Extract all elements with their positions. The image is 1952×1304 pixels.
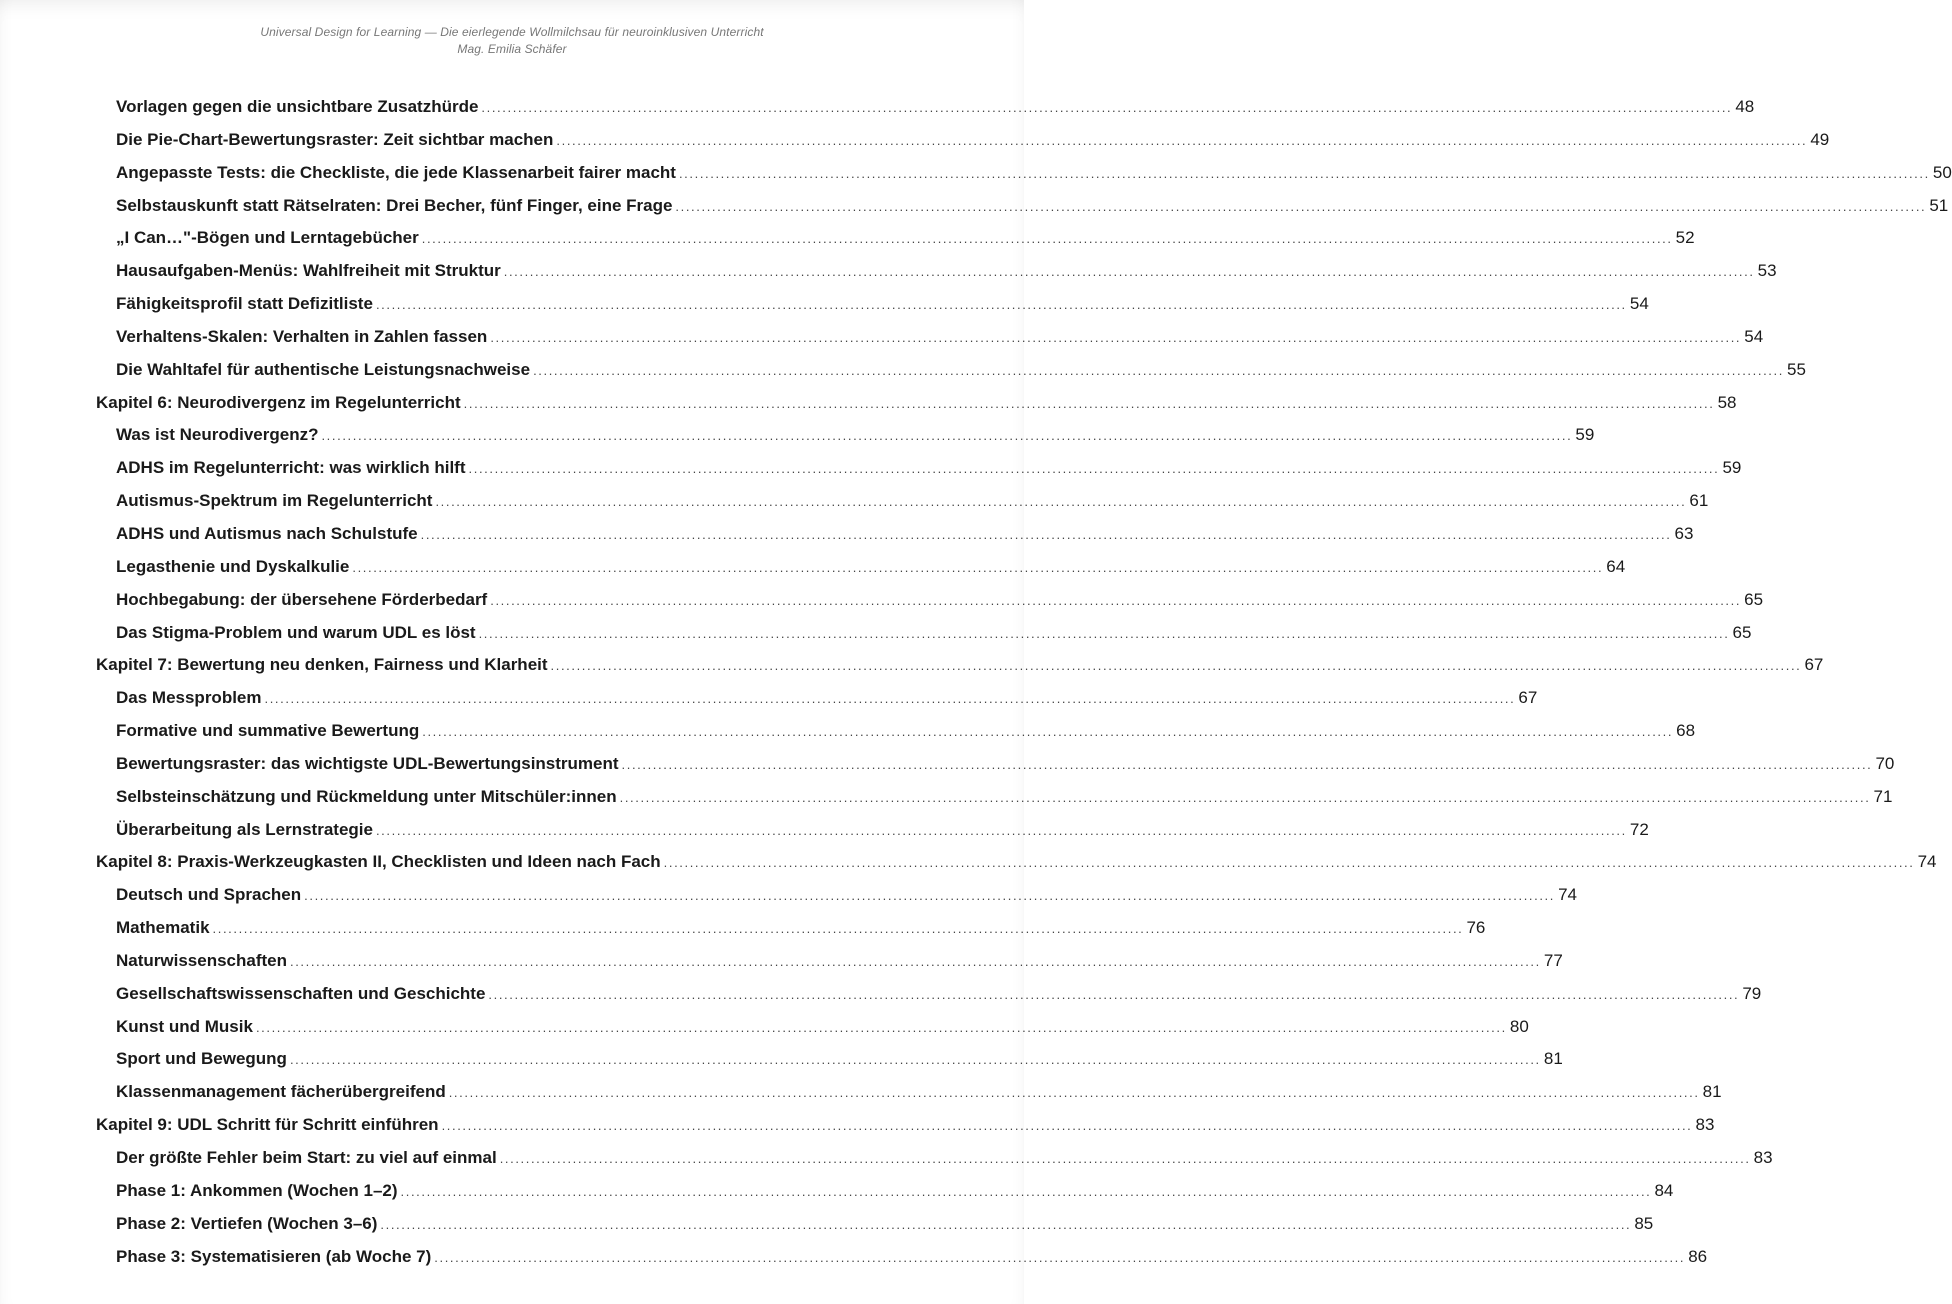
toc-dot-leader bbox=[464, 388, 1715, 420]
toc-entry-title: Gesellschaftswissenschaften und Geschichte bbox=[116, 983, 486, 1003]
toc-page-number: 61 bbox=[1689, 491, 1709, 511]
toc-page-number: 80 bbox=[1509, 1016, 1529, 1036]
toc-page-number: 51 bbox=[1929, 195, 1949, 215]
toc-section-entry[interactable] bbox=[96, 617, 1752, 650]
toc-dot-leader bbox=[675, 191, 1926, 223]
toc-dot-leader bbox=[488, 979, 1739, 1011]
toc-dot-leader bbox=[290, 946, 1541, 978]
toc-entry-title: Selbstauskunft statt Rätselraten: Drei Becher, fünf Finger, eine Frage bbox=[116, 195, 673, 215]
toc-entry-title: Formative und summative Bewertung bbox=[116, 721, 420, 741]
toc-section-entry[interactable] bbox=[96, 419, 1595, 452]
toc-dot-leader bbox=[213, 913, 1464, 945]
toc-dot-leader bbox=[442, 1110, 1693, 1142]
toc-entry-title: Selbsteinschätzung und Rückmeldung unter Mitschüler:innen bbox=[116, 786, 617, 806]
toc-section-entry[interactable] bbox=[96, 814, 1649, 847]
toc-page-number: 49 bbox=[1810, 129, 1830, 149]
toc-dot-leader bbox=[504, 256, 1755, 288]
toc-section-entry[interactable] bbox=[96, 288, 1649, 321]
toc-page-number: 54 bbox=[1629, 294, 1649, 314]
toc-entry-title: ADHS im Regelunterricht: was wirklich hilft bbox=[116, 458, 466, 478]
table-of-contents bbox=[96, 91, 1952, 1273]
toc-section-entry[interactable] bbox=[96, 584, 1764, 617]
toc-dot-leader bbox=[304, 880, 1555, 912]
toc-section-entry[interactable] bbox=[96, 91, 1755, 124]
toc-page-number: 50 bbox=[1932, 162, 1952, 182]
toc-dot-leader bbox=[376, 289, 1627, 321]
toc-entry-title: Klassenmanagement fächerübergreifend bbox=[116, 1082, 446, 1102]
toc-entry-title: Phase 3: Systematisieren (ab Woche 7) bbox=[116, 1246, 432, 1266]
toc-entry-title: Kunst und Musik bbox=[116, 1016, 253, 1036]
toc-dot-leader bbox=[352, 552, 1603, 584]
toc-dot-leader bbox=[679, 158, 1930, 190]
toc-entry-title: Der größte Fehler beim Start: zu viel auf einmal bbox=[116, 1148, 497, 1167]
toc-dot-leader bbox=[622, 749, 1873, 781]
toc-section-entry[interactable] bbox=[96, 1208, 1654, 1241]
toc-entry-title: Angepasste Tests: die Checkliste, die jede Klassenarbeit fairer macht bbox=[116, 162, 676, 182]
toc-section-entry[interactable] bbox=[96, 452, 1742, 485]
toc-page-number: 64 bbox=[1606, 556, 1626, 576]
toc-section-entry[interactable] bbox=[96, 485, 1709, 518]
toc-page-number: 67 bbox=[1804, 655, 1824, 675]
toc-dot-leader bbox=[422, 223, 1673, 255]
toc-page-number: 86 bbox=[1688, 1246, 1708, 1266]
toc-section-entry[interactable] bbox=[96, 715, 1696, 748]
toc-dot-leader bbox=[664, 847, 1915, 879]
toc-entry-title: „I Can…"-Bögen und Lerntagebücher bbox=[116, 228, 419, 248]
toc-section-entry[interactable] bbox=[96, 354, 1806, 387]
toc-dot-leader bbox=[401, 1176, 1652, 1208]
toc-page-number: 85 bbox=[1634, 1213, 1654, 1233]
toc-chapter-entry[interactable] bbox=[96, 846, 1937, 879]
toc-entry-title: ADHS und Autismus nach Schulstufe bbox=[116, 523, 418, 543]
toc-dot-leader bbox=[256, 1012, 1507, 1044]
toc-dot-leader bbox=[556, 125, 1807, 157]
toc-entry-title: Naturwissenschaften bbox=[116, 950, 287, 970]
toc-section-entry[interactable] bbox=[96, 157, 1952, 190]
toc-dot-leader bbox=[490, 585, 1741, 617]
toc-page-number: 83 bbox=[1753, 1148, 1773, 1167]
toc-section-entry[interactable] bbox=[96, 682, 1538, 715]
toc-section-entry[interactable] bbox=[96, 222, 1695, 255]
toc-section-entry[interactable] bbox=[96, 912, 1486, 945]
toc-page-number: 59 bbox=[1722, 458, 1742, 478]
toc-dot-leader bbox=[469, 453, 1720, 485]
toc-entry-title: Bewertungsraster: das wichtigste UDL-Bewertungsinstrument bbox=[116, 753, 619, 773]
toc-page-number: 74 bbox=[1917, 852, 1937, 872]
toc-dot-leader bbox=[533, 355, 1784, 387]
toc-section-entry[interactable] bbox=[96, 1043, 1563, 1076]
toc-page-number: 58 bbox=[1717, 392, 1737, 412]
toc-page-number: 77 bbox=[1543, 950, 1563, 970]
toc-dot-leader bbox=[500, 1143, 1751, 1175]
toc-dot-leader bbox=[421, 519, 1672, 551]
toc-entry-title: Sport und Bewegung bbox=[116, 1049, 287, 1069]
toc-page-number: 79 bbox=[1742, 983, 1762, 1003]
toc-page-number: 52 bbox=[1675, 228, 1695, 248]
toc-section-entry[interactable] bbox=[96, 748, 1895, 781]
toc-entry-title: Das Stigma-Problem und warum UDL es löst bbox=[116, 622, 476, 642]
toc-chapter-entry[interactable] bbox=[96, 1109, 1715, 1142]
toc-page-number: 54 bbox=[1744, 326, 1764, 346]
toc-page-number: 71 bbox=[1873, 786, 1893, 806]
toc-entry-title: Phase 2: Vertiefen (Wochen 3–6) bbox=[116, 1213, 378, 1233]
toc-page-number: 76 bbox=[1466, 918, 1486, 938]
toc-section-entry[interactable] bbox=[96, 518, 1694, 551]
toc-section-entry[interactable] bbox=[96, 945, 1563, 978]
toc-entry-title: Kapitel 7: Bewertung neu denken, Fairness und Klarheit bbox=[96, 655, 548, 675]
toc-section-entry[interactable] bbox=[96, 1011, 1529, 1044]
toc-entry-title: Hausaufgaben-Menüs: Wahlfreiheit mit Struktur bbox=[116, 261, 501, 281]
toc-page-number: 59 bbox=[1575, 425, 1595, 445]
toc-dot-leader bbox=[422, 716, 1673, 748]
running-header bbox=[0, 24, 1024, 58]
toc-page-number: 67 bbox=[1518, 688, 1538, 708]
toc-dot-leader bbox=[551, 650, 1802, 682]
toc-chapter-entry[interactable] bbox=[96, 649, 1824, 682]
toc-dot-leader bbox=[490, 322, 1741, 354]
toc-section-entry[interactable] bbox=[96, 1241, 1708, 1274]
toc-entry-title: Das Messproblem bbox=[116, 688, 262, 708]
toc-page-number: 65 bbox=[1744, 589, 1764, 609]
toc-entry-title: Mathematik bbox=[116, 918, 210, 938]
toc-dot-leader bbox=[376, 815, 1627, 847]
toc-section-entry[interactable] bbox=[96, 978, 1762, 1011]
toc-dot-leader bbox=[290, 1044, 1541, 1076]
toc-dot-leader bbox=[620, 782, 1871, 814]
toc-entry-title: Legasthenie und Dyskalkulie bbox=[116, 556, 350, 576]
toc-entry-title: Autismus-Spektrum im Regelunterricht bbox=[116, 491, 433, 511]
toc-dot-leader bbox=[479, 618, 1730, 650]
toc-dot-leader bbox=[434, 1242, 1685, 1274]
toc-section-entry[interactable] bbox=[96, 190, 1949, 223]
toc-chapter-entry[interactable] bbox=[96, 387, 1737, 420]
toc-page-number: 83 bbox=[1695, 1115, 1715, 1135]
toc-page-number: 68 bbox=[1676, 721, 1696, 741]
toc-page-number: 55 bbox=[1787, 359, 1806, 379]
toc-page-number: 84 bbox=[1654, 1180, 1674, 1200]
toc-entry-title: Kapitel 6: Neurodivergenz im Regelunterricht bbox=[96, 392, 461, 412]
toc-entry-title: Kapitel 9: UDL Schritt für Schritt einführen bbox=[96, 1115, 439, 1135]
toc-entry-title: Hochbegabung: der übersehene Förderbedarf bbox=[116, 589, 488, 609]
toc-section-entry[interactable] bbox=[96, 255, 1777, 288]
toc-dot-leader bbox=[321, 420, 1572, 452]
toc-entry-title: Vorlagen gegen die unsichtbare Zusatzhürde bbox=[116, 97, 479, 116]
toc-entry-title: Deutsch und Sprachen bbox=[116, 885, 302, 905]
toc-entry-title: Kapitel 8: Praxis-Werkzeugkasten II, Checklisten und Ideen nach Fach bbox=[96, 852, 661, 872]
toc-page-number: 48 bbox=[1735, 97, 1755, 116]
toc-section-entry[interactable] bbox=[96, 124, 1830, 157]
toc-page-number: 81 bbox=[1702, 1082, 1722, 1102]
toc-page-number: 63 bbox=[1674, 523, 1694, 543]
toc-section-entry[interactable] bbox=[96, 781, 1893, 814]
toc-dot-leader bbox=[449, 1077, 1700, 1109]
toc-entry-title: Phase 1: Ankommen (Wochen 1–2) bbox=[116, 1180, 398, 1200]
toc-dot-leader bbox=[435, 486, 1686, 518]
toc-section-entry[interactable] bbox=[96, 551, 1626, 584]
toc-section-entry[interactable] bbox=[96, 879, 1577, 912]
header-author: Mag. Emilia Schäfer bbox=[457, 42, 567, 56]
toc-dot-leader bbox=[265, 683, 1516, 715]
toc-dot-leader bbox=[481, 92, 1732, 124]
toc-dot-leader bbox=[380, 1209, 1631, 1241]
header-title: Universal Design for Learning — Die eierlegende Wollmilchsau für neuroinklusiven Unterricht bbox=[260, 25, 764, 39]
toc-page-number: 53 bbox=[1757, 261, 1777, 281]
toc-entry-title: Die Wahltafel für authentische Leistungsnachweise bbox=[116, 359, 531, 379]
toc-entry-title: Verhaltens-Skalen: Verhalten in Zahlen fassen bbox=[116, 326, 488, 346]
toc-section-entry[interactable] bbox=[96, 321, 1764, 354]
toc-page-number: 72 bbox=[1629, 819, 1649, 839]
toc-section-entry[interactable] bbox=[96, 1076, 1722, 1109]
toc-entry-title: Fähigkeitsprofil statt Defizitliste bbox=[116, 294, 373, 314]
toc-page-number: 81 bbox=[1543, 1049, 1563, 1069]
toc-section-entry[interactable] bbox=[96, 1142, 1773, 1175]
toc-entry-title: Was ist Neurodivergenz? bbox=[116, 425, 319, 445]
toc-entry-title: Die Pie-Chart-Bewertungsraster: Zeit sichtbar machen bbox=[116, 129, 554, 149]
toc-page-number: 70 bbox=[1875, 753, 1895, 773]
toc-page-number: 65 bbox=[1732, 622, 1752, 642]
toc-page-number: 74 bbox=[1558, 885, 1577, 905]
toc-section-entry[interactable] bbox=[96, 1175, 1674, 1208]
toc-entry-title: Überarbeitung als Lernstrategie bbox=[116, 819, 373, 839]
